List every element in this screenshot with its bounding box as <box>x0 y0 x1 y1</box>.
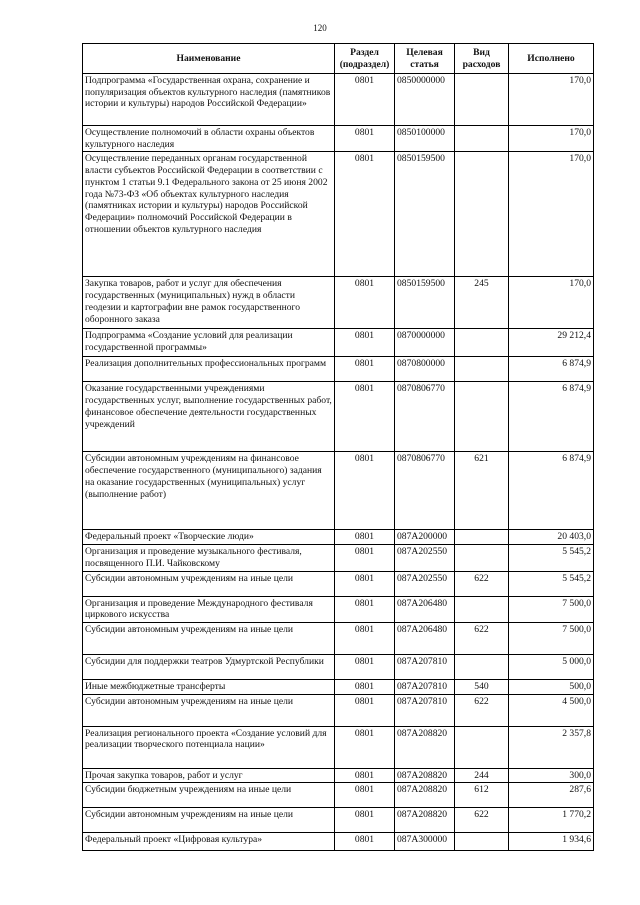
row-section-cell: 0801 <box>335 694 395 726</box>
table-row <box>83 726 594 768</box>
table-row <box>83 783 594 808</box>
row-section-cell: 0801 <box>335 768 395 783</box>
row-amount-cell: 170,0 <box>509 152 594 277</box>
row-amount-cell: 287,6 <box>509 783 594 808</box>
row-target-cell: 087A300000 <box>395 833 455 851</box>
row-kind-cell <box>455 357 509 382</box>
row-kind-cell: 622 <box>455 622 509 654</box>
row-name-cell: Субсидии автономным учреждениям на иные цели <box>83 571 335 596</box>
table-row <box>83 654 594 679</box>
table-row <box>83 329 594 357</box>
row-section-cell: 0801 <box>335 530 395 545</box>
table-row <box>83 571 594 596</box>
row-name-cell: Иные межбюджетные трансферты <box>83 679 335 694</box>
row-name-cell: Федеральный проект «Творческие люди» <box>83 530 335 545</box>
row-amount-cell: 6 874,9 <box>509 382 594 452</box>
row-section-cell: 0801 <box>335 277 395 329</box>
table-body <box>83 74 594 851</box>
row-kind-cell <box>455 126 509 152</box>
row-amount-cell: 5 545,2 <box>509 571 594 596</box>
table-row <box>83 382 594 452</box>
table-row <box>83 152 594 277</box>
row-kind-cell: 622 <box>455 571 509 596</box>
table-row <box>83 126 594 152</box>
row-target-cell: 087A202550 <box>395 545 455 571</box>
row-target-cell: 0850159500 <box>395 277 455 329</box>
row-section-cell: 0801 <box>335 545 395 571</box>
row-section-cell: 0801 <box>335 596 395 622</box>
row-target-cell: 087A208820 <box>395 783 455 808</box>
row-target-cell: 0870806770 <box>395 382 455 452</box>
row-name-cell: Федеральный проект «Цифровая культура» <box>83 833 335 851</box>
row-name-cell: Осуществление полномочий в области охраны объектов культурного наследия <box>83 126 335 152</box>
row-kind-cell: 245 <box>455 277 509 329</box>
table-row <box>83 768 594 783</box>
row-amount-cell: 20 403,0 <box>509 530 594 545</box>
header-name: Наименование <box>83 44 335 74</box>
row-name-cell: Субсидии автономным учреждениям на иные цели <box>83 808 335 833</box>
row-target-cell: 087A208820 <box>395 726 455 768</box>
row-amount-cell: 2 357,8 <box>509 726 594 768</box>
row-name-cell: Осуществление переданных органам государственной власти субъектов Российской Федерации в соответствии с пунктом 1 статьи 9.1 Федерального закона от 25 июня 2002 года №73-ФЗ «Об объектах культурного наследия (памятниках истории и культуры) народов Российской Федерации» полномочий Российской Федерации в отношении объектов культурного наследия <box>83 152 335 277</box>
table-row <box>83 530 594 545</box>
row-section-cell: 0801 <box>335 357 395 382</box>
row-section-cell: 0801 <box>335 382 395 452</box>
row-target-cell: 087A208820 <box>395 808 455 833</box>
row-amount-cell: 7 500,0 <box>509 596 594 622</box>
row-target-cell: 0870806770 <box>395 452 455 530</box>
row-target-cell: 0870000000 <box>395 329 455 357</box>
header-section: Раздел (подраздел) <box>335 44 395 74</box>
row-section-cell: 0801 <box>335 833 395 851</box>
row-target-cell: 0850000000 <box>395 74 455 126</box>
row-amount-cell: 6 874,9 <box>509 452 594 530</box>
row-name-cell: Организация и проведение музыкального фестиваля, посвященного П.И. Чайковскому <box>83 545 335 571</box>
row-name-cell: Субсидии бюджетным учреждениям на иные цели <box>83 783 335 808</box>
row-amount-cell: 1 770,2 <box>509 808 594 833</box>
row-section-cell: 0801 <box>335 808 395 833</box>
row-amount-cell: 5 000,0 <box>509 654 594 679</box>
row-section-cell: 0801 <box>335 126 395 152</box>
row-name-cell: Реализация дополнительных профессиональных программ <box>83 357 335 382</box>
row-name-cell: Организация и проведение Международного фестиваля циркового искусства <box>83 596 335 622</box>
row-name-cell: Прочая закупка товаров, работ и услуг <box>83 768 335 783</box>
row-section-cell: 0801 <box>335 783 395 808</box>
row-kind-cell <box>455 530 509 545</box>
row-amount-cell: 170,0 <box>509 74 594 126</box>
row-amount-cell: 500,0 <box>509 679 594 694</box>
row-kind-cell <box>455 329 509 357</box>
row-amount-cell: 4 500,0 <box>509 694 594 726</box>
row-target-cell: 087A200000 <box>395 530 455 545</box>
row-kind-cell <box>455 152 509 277</box>
row-section-cell: 0801 <box>335 329 395 357</box>
row-amount-cell: 5 545,2 <box>509 545 594 571</box>
row-kind-cell: 622 <box>455 808 509 833</box>
budget-table <box>82 43 594 851</box>
row-kind-cell: 621 <box>455 452 509 530</box>
row-name-cell: Оказание государственными учреждениями государственных услуг, выполнение государственных работ, финансовое обеспечение деятельности государственных учреждений <box>83 382 335 452</box>
row-kind-cell: 540 <box>455 679 509 694</box>
row-target-cell: 087A206480 <box>395 622 455 654</box>
header-amount: Исполнено <box>509 44 594 74</box>
row-amount-cell: 6 874,9 <box>509 357 594 382</box>
row-target-cell: 087A202550 <box>395 571 455 596</box>
row-target-cell: 087A207810 <box>395 654 455 679</box>
row-name-cell: Субсидии автономным учреждениям на иные цели <box>83 694 335 726</box>
row-name-cell: Субсидии автономным учреждениям на финансовое обеспечение государственного (муниципального) задания на оказание государственных (муниципальных) услуг (выполнение работ) <box>83 452 335 530</box>
row-target-cell: 087A207810 <box>395 694 455 726</box>
row-kind-cell <box>455 74 509 126</box>
table-row <box>83 694 594 726</box>
row-kind-cell <box>455 545 509 571</box>
row-amount-cell: 29 212,4 <box>509 329 594 357</box>
row-target-cell: 087A206480 <box>395 596 455 622</box>
row-target-cell: 0850100000 <box>395 126 455 152</box>
row-name-cell: Подпрограмма «Государственная охрана, сохранение и популяризация объектов культурного наследия (памятников истории и культуры) народов Российской Федерации» <box>83 74 335 126</box>
row-amount-cell: 170,0 <box>509 126 594 152</box>
table-row <box>83 833 594 851</box>
row-amount-cell: 170,0 <box>509 277 594 329</box>
table-row <box>83 808 594 833</box>
row-kind-cell <box>455 726 509 768</box>
row-target-cell: 087A208820 <box>395 768 455 783</box>
row-target-cell: 0870800000 <box>395 357 455 382</box>
row-name-cell: Подпрограмма «Создание условий для реализации государственной программы» <box>83 329 335 357</box>
row-section-cell: 0801 <box>335 152 395 277</box>
row-kind-cell: 612 <box>455 783 509 808</box>
row-amount-cell: 300,0 <box>509 768 594 783</box>
row-section-cell: 0801 <box>335 726 395 768</box>
row-name-cell: Закупка товаров, работ и услуг для обеспечения государственных (муниципальных) нужд в области геодезии и картографии вне рамок государственного оборонного заказа <box>83 277 335 329</box>
row-section-cell: 0801 <box>335 622 395 654</box>
row-kind-cell <box>455 654 509 679</box>
table-row <box>83 596 594 622</box>
row-amount-cell: 7 500,0 <box>509 622 594 654</box>
row-name-cell: Субсидии для поддержки театров Удмуртской Республики <box>83 654 335 679</box>
row-target-cell: 0850159500 <box>395 152 455 277</box>
table-row <box>83 622 594 654</box>
table-row <box>83 357 594 382</box>
header-kind: Вид расходов <box>455 44 509 74</box>
row-kind-cell <box>455 833 509 851</box>
row-section-cell: 0801 <box>335 679 395 694</box>
table-row <box>83 679 594 694</box>
row-name-cell: Субсидии автономным учреждениям на иные цели <box>83 622 335 654</box>
row-section-cell: 0801 <box>335 452 395 530</box>
header-target: Целевая статья <box>395 44 455 74</box>
row-target-cell: 087A207810 <box>395 679 455 694</box>
table-row <box>83 545 594 571</box>
row-section-cell: 0801 <box>335 654 395 679</box>
row-kind-cell: 244 <box>455 768 509 783</box>
table-row <box>83 452 594 530</box>
row-section-cell: 0801 <box>335 571 395 596</box>
header-row <box>83 44 594 74</box>
page-number: 120 <box>313 23 327 33</box>
table-row <box>83 74 594 126</box>
table-row <box>83 277 594 329</box>
row-kind-cell: 622 <box>455 694 509 726</box>
row-amount-cell: 1 934,6 <box>509 833 594 851</box>
row-kind-cell <box>455 596 509 622</box>
row-section-cell: 0801 <box>335 74 395 126</box>
row-kind-cell <box>455 382 509 452</box>
row-name-cell: Реализация регионального проекта «Создание условий для реализации творческого потенциала нации» <box>83 726 335 768</box>
